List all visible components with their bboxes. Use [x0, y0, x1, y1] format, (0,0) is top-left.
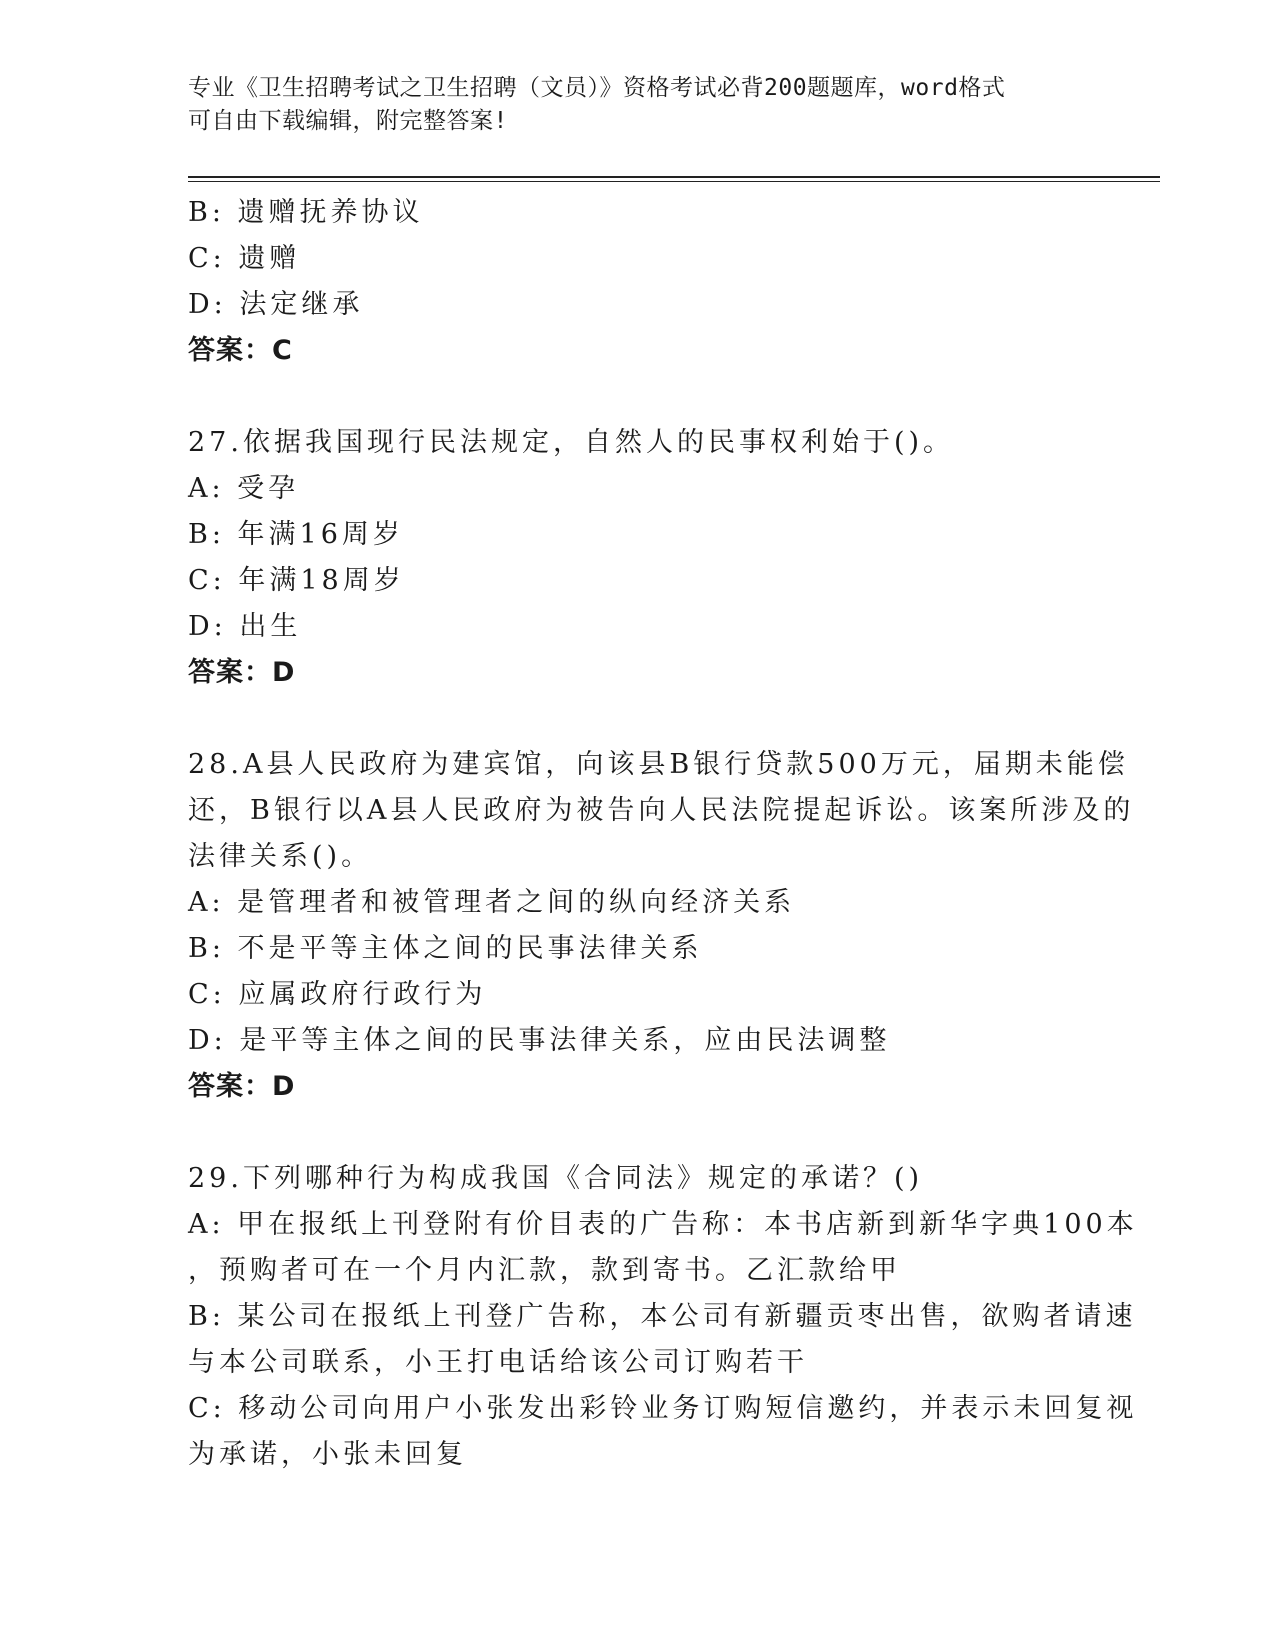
- q27-option-d: D: 出生: [188, 611, 302, 642]
- header-divider-thin: [188, 181, 1160, 182]
- question-27-block: [188, 420, 1088, 696]
- q29-option-a-line-1: A: 甲在报纸上刊登附有价目表的广告称：本书店新到新华字典100本: [188, 1209, 1138, 1240]
- q27-question: 27.依据我国现行民法规定，自然人的民事权利始于()。: [188, 427, 955, 458]
- header-title-line-1: 专业《卫生招聘考试之卫生招聘（文员）》资格考试必背200题题库，word格式: [188, 75, 1006, 101]
- q28-answer: 答案：D: [188, 1071, 296, 1102]
- question-list: [188, 190, 1138, 1478]
- q26-answer: 答案：C: [188, 335, 293, 366]
- q28-option-b: B: 不是平等主体之间的民事法律关系: [188, 933, 703, 964]
- q28-option-a: A: 是管理者和被管理者之间的纵向经济关系: [188, 887, 796, 918]
- question-29-block: [188, 1156, 1138, 1478]
- q28-option-d: D: 是平等主体之间的民事法律关系，应由民法调整: [188, 1025, 891, 1056]
- question-28-block: [188, 742, 1135, 1110]
- q26-option-d: D: 法定继承: [188, 289, 364, 320]
- spacer: [188, 696, 1088, 742]
- header-title-line-2: 可自由下载编辑，附完整答案!: [188, 108, 508, 134]
- q28-question-line-1: 28.A县人民政府为建宾馆，向该县B银行贷款500万元，届期未能偿: [188, 749, 1129, 780]
- q27-option-a: A: 受孕: [188, 473, 300, 504]
- q29-option-b-line-2: 与本公司联系，小王打电话给该公司订购若干: [188, 1347, 808, 1378]
- q27-answer: 答案：D: [188, 657, 296, 688]
- spacer: [188, 1110, 1088, 1156]
- q29-option-a-line-2: ，预购者可在一个月内汇款，款到寄书。乙汇款给甲: [188, 1255, 901, 1286]
- q27-option-b: B: 年满16周岁: [188, 519, 404, 550]
- header-divider-thick: [188, 176, 1160, 178]
- q26-option-b: B: 遗赠抚养协议: [188, 197, 424, 228]
- q28-question-line-3: 法律关系()。: [188, 841, 373, 872]
- q28-question-line-2: 还，B银行以A县人民政府为被告向人民法院提起诉讼。该案所涉及的: [188, 795, 1135, 826]
- q28-option-c: C: 应属政府行政行为: [188, 979, 487, 1010]
- q29-option-c-line-2: 为承诺，小张未回复: [188, 1439, 467, 1470]
- question-26-block: [188, 190, 1088, 374]
- spacer: [188, 374, 1088, 420]
- document-header: [188, 72, 1088, 138]
- q29-question: 29.下列哪种行为构成我国《合同法》规定的承诺？(): [188, 1163, 924, 1194]
- q27-option-c: C: 年满18周岁: [188, 565, 405, 596]
- q26-option-c: C: 遗赠: [188, 243, 301, 274]
- q29-option-c-line-1: C: 移动公司向用户小张发出彩铃业务订购短信邀约，并表示未回复视: [188, 1393, 1138, 1424]
- q29-option-b-line-1: B: 某公司在报纸上刊登广告称，本公司有新疆贡枣出售，欲购者请速: [188, 1301, 1137, 1332]
